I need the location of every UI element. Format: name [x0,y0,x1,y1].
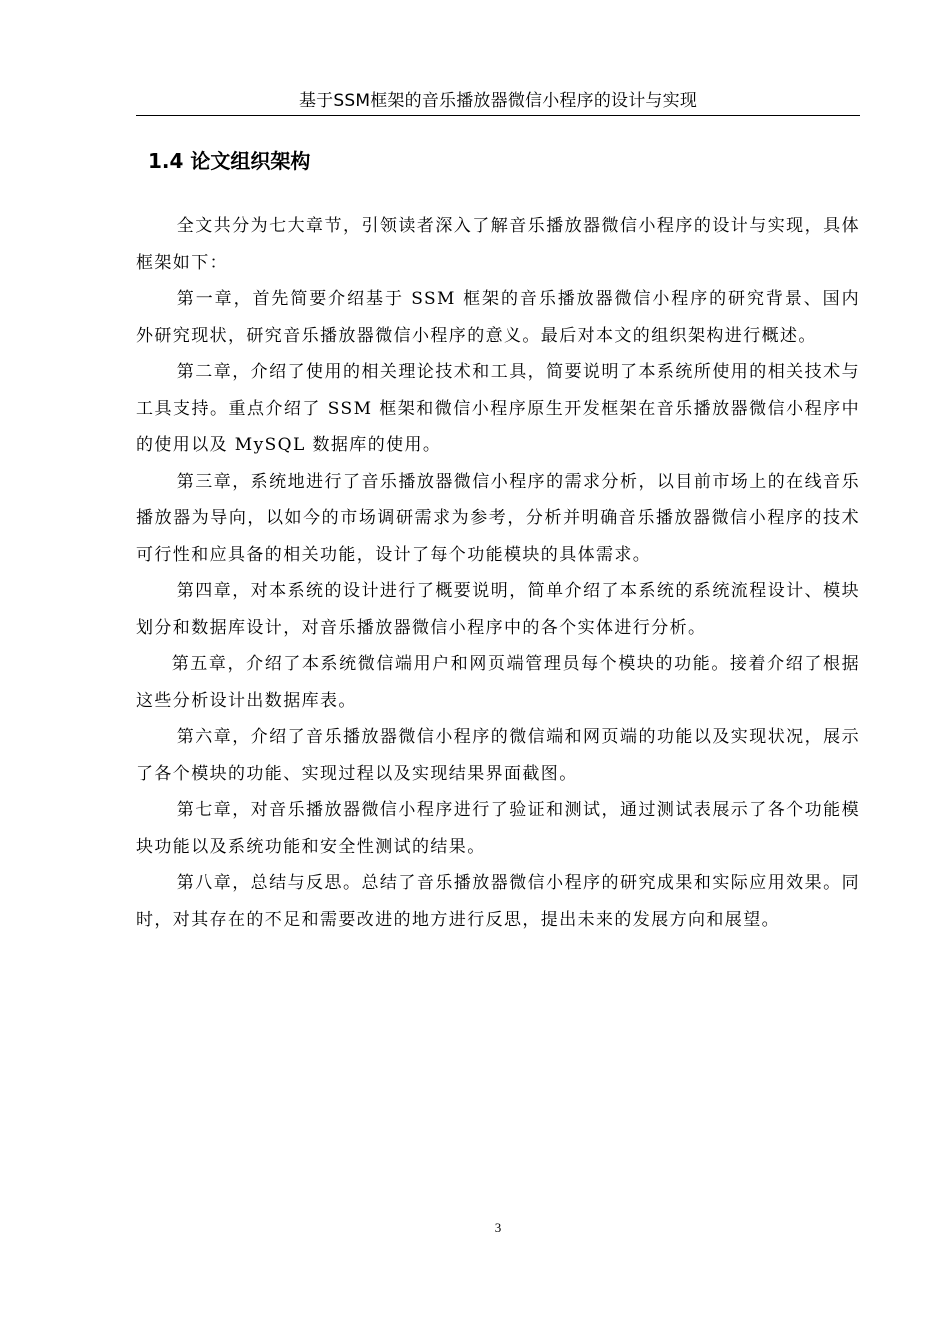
paragraph-chapter-1: 第一章，首先简要介绍基于 SSM 框架的音乐播放器微信小程序的研究背景、国内外研究现状，研究音乐播放器微信小程序的意义。最后对本文的组织架构进行概述。 [136,289,860,346]
paragraph-chapter-7: 第七章，对音乐播放器微信小程序进行了验证和测试，通过测试表展示了各个功能模块功能以及系统功能和安全性测试的结果。 [136,800,860,857]
page-number: 3 [494,1220,502,1235]
header-rule [136,115,860,116]
paragraph-chapter-6: 第六章，介绍了音乐播放器微信小程序的微信端和网页端的功能以及实现状况，展示了各个模块的功能、实现过程以及实现结果界面截图。 [136,727,860,784]
paragraph-chapter-8: 第八章，总结与反思。总结了音乐播放器微信小程序的研究成果和实际应用效果。同时，对其存在的不足和需要改进的地方进行反思，提出未来的发展方向和展望。 [136,873,860,930]
body-text [136,208,860,938]
paragraph-chapter-4: 第四章，对本系统的设计进行了概要说明，简单介绍了本系统的系统流程设计、模块划分和数据库设计，对音乐播放器微信小程序中的各个实体进行分析。 [136,581,860,638]
section-title: 1.4 论文组织架构 [148,149,311,173]
paragraph-chapter-2: 第二章，介绍了使用的相关理论技术和工具，简要说明了本系统所使用的相关技术与工具支持。重点介绍了 SSM 框架和微信小程序原生开发框架在音乐播放器微信小程序中的使用以及 MySQL 数据库的使用。 [136,362,860,455]
paragraph-chapter-3: 第三章，系统地进行了音乐播放器微信小程序的需求分析，以目前市场上的在线音乐播放器为导向，以如今的市场调研需求为参考，分析并明确音乐播放器微信小程序的技术可行性和应具备的相关功能，设计了每个功能模块的具体需求。 [136,471,860,565]
paragraph-chapter-5: 第五章，介绍了本系统微信端用户和网页端管理员每个模块的功能。接着介绍了根据这些分析设计出数据库表。 [136,654,860,711]
running-header: 基于SSM框架的音乐播放器微信小程序的设计与实现 [298,91,698,111]
paragraph-intro: 全文共分为七大章节，引领读者深入了解音乐播放器微信小程序的设计与实现，具体框架如下： [136,216,860,273]
